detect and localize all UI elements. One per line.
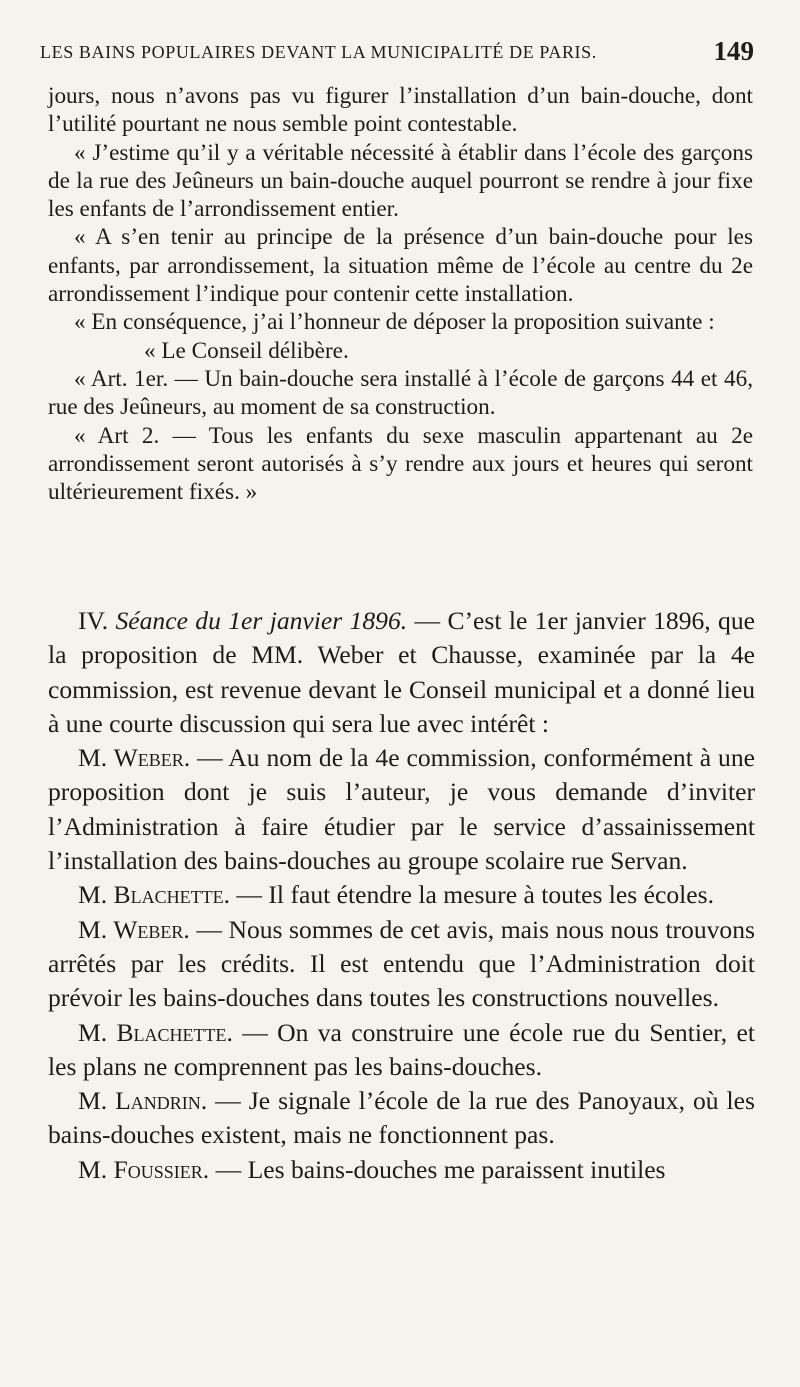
exchange-paragraph	[48, 741, 755, 878]
speech-text: — On va construire une école rue du Sentier, et les plans ne comprennent pas les bains-douches.	[48, 1017, 755, 1081]
article-1: « Art. 1er. — Un bain-douche sera installé à l’école de garçons 44 et 46, rue des Jeûneurs, au moment de sa construction.	[48, 365, 753, 421]
speech-text: — Je signale l’école de la rue des Panoyaux, où les bains-douches existent, mais ne fonctionnent pas.	[48, 1086, 755, 1150]
page-number: 149	[713, 36, 754, 66]
section-heading: Séance du 1er janvier 1896.	[115, 606, 408, 635]
exchange-paragraph	[48, 913, 755, 1016]
speech-text: — Au nom de la 4e commission, conformément à une proposition dont je suis l’auteur, je vous demande d’inviter l’Administration à faire étudier par le service d’assainissement l’installation des bains-douches au groupe scolaire rue Servan.	[48, 743, 756, 876]
paragraph: « J’estime qu’il y a véritable nécessité à établir dans l’école des garçons de la rue des Jeûneurs un bain-douche auquel pourront se rendre à jour fixe les enfants de l’arrondissement entier.	[48, 139, 753, 223]
article-2: « Art 2. — Tous les enfants du sexe masculin appartenant au 2e arrondissement seront autorisés à s’y rendre aux jours et heures qui seront ultérieurement fixés. »	[48, 422, 753, 506]
exchange-paragraph	[48, 1084, 755, 1153]
speaker-name: M. Foussier.	[78, 1154, 210, 1184]
exchange-paragraph	[48, 1153, 755, 1187]
section-number: IV.	[78, 606, 109, 635]
speaker-name: M. Blachette.	[78, 880, 231, 910]
exchange-paragraph	[48, 1016, 755, 1085]
paragraph: jours, nous n’avons pas vu figurer l’installation d’un bain-douche, dont l’utilité pourtant ne nous semble point contestable.	[48, 83, 753, 138]
section-lead-paragraph	[48, 604, 755, 741]
paragraph: « Le Conseil délibère.	[144, 337, 349, 364]
quoted-proposal	[48, 82, 753, 506]
running-header	[40, 36, 754, 70]
section-lead-text: — C’est le 1er janvier 1896, que la proposition de MM. Weber et Chausse, examinée par la 4e commission, est revenue devant le Conseil municipal et a donné lieu à une courte discussion qui sera lue avec intérêt :	[48, 606, 756, 738]
exchange-paragraph	[48, 878, 755, 912]
speaker-name: M. Blachette.	[78, 1017, 233, 1047]
speech-text: — Nous sommes de cet avis, mais nous nous trouvons arrêtés par les crédits. Il est entendu que l’Administration doit prévoir les bains-douches dans toutes les constructions nouvelles.	[48, 914, 755, 1013]
paragraph: « En conséquence, j’ai l’honneur de déposer la proposition suivante :	[74, 309, 715, 336]
speech-text: — Il faut étendre la mesure à toutes les écoles.	[230, 880, 714, 910]
section-iv	[48, 604, 755, 1187]
running-title: LES BAINS POPULAIRES DEVANT LA MUNICIPALITÉ DE PARIS.	[40, 42, 597, 62]
speaker-name: M. Weber.	[78, 914, 190, 944]
speech-text: — Les bains-douches me paraissent inutiles	[209, 1154, 666, 1184]
speaker-name: M. Weber.	[78, 743, 191, 773]
speaker-name: M. Landrin.	[78, 1086, 208, 1116]
paragraph: « A s’en tenir au principe de la présence d’un bain-douche pour les enfants, par arrondissement, la situation même de l’école au centre du 2e arrondissement l’indique pour contenir cette installation.	[48, 224, 753, 308]
